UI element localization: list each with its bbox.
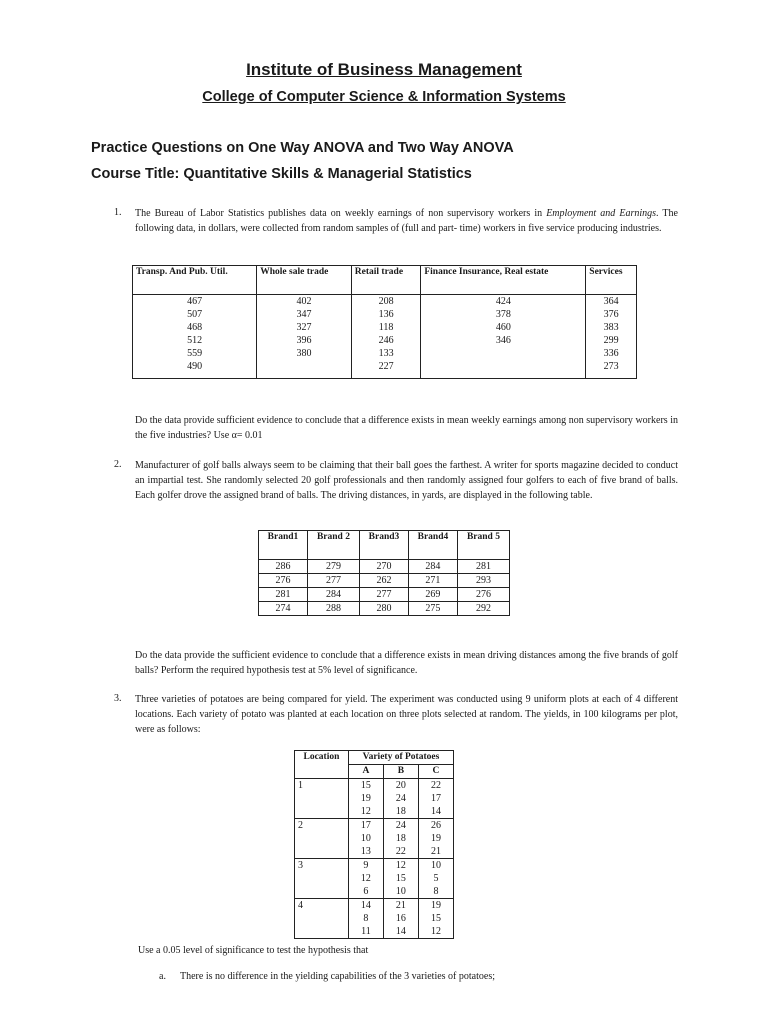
question-3-intro: Three varieties of potatoes are being compared for yield. The experiment was conducted using 9 uniform plots at each of 4 different locations. Each variety of potato was planted at each location on three plots selected at random. The yields, in 100 kilograms per plot, were as follows: xyxy=(135,694,678,735)
table-cell: 559 xyxy=(133,347,257,360)
location-cell: 3 xyxy=(295,859,349,899)
table-cell: 279 xyxy=(307,560,359,574)
table-row xyxy=(259,560,510,574)
golf-distance-table xyxy=(258,530,510,616)
earnings-col-header: Retail trade xyxy=(351,266,421,295)
table-cell: 12 xyxy=(348,872,383,885)
table-cell: 292 xyxy=(457,602,509,616)
table-cell: 6 xyxy=(348,885,383,899)
table-cell: 378 xyxy=(421,308,586,321)
table-row xyxy=(295,819,454,833)
table-cell: 246 xyxy=(351,334,421,347)
table-cell: 380 xyxy=(257,347,352,360)
question-2-text: Do the data provide the sufficient evidence to conclude that a difference exists in mean driving distances among the five brands of golf balls? Perform the required hypothesis test at 5% level of significance. xyxy=(135,650,678,676)
table-cell: 276 xyxy=(259,574,308,588)
table-row xyxy=(295,859,454,873)
variety-col-header: A xyxy=(348,765,383,779)
table-cell: 346 xyxy=(421,334,586,347)
table-cell: 280 xyxy=(360,602,409,616)
table-cell: 13 xyxy=(348,845,383,859)
table-row xyxy=(133,347,637,360)
table-row xyxy=(133,295,637,309)
table-cell: 18 xyxy=(383,805,418,819)
question-1-text: Do the data provide sufficient evidence to conclude that a difference exists in mean weekly earnings among non supervisory workers in the five industries? Use α= 0.01 xyxy=(135,415,678,441)
table-cell: 10 xyxy=(383,885,418,899)
golf-col-header: Brand1 xyxy=(259,531,308,560)
table-cell: 24 xyxy=(383,819,418,833)
earnings-col-header: Whole sale trade xyxy=(257,266,352,295)
table-cell: 396 xyxy=(257,334,352,347)
table-row xyxy=(259,588,510,602)
table-cell: 18 xyxy=(383,832,418,845)
table-cell: 347 xyxy=(257,308,352,321)
table-cell: 299 xyxy=(586,334,637,347)
earnings-col-header: Finance Insurance, Real estate xyxy=(421,266,586,295)
table-cell: 383 xyxy=(586,321,637,334)
table-cell: 21 xyxy=(383,899,418,913)
table-cell: 284 xyxy=(307,588,359,602)
institute-title: Institute of Business Management xyxy=(246,60,522,79)
question-2-number: 2. xyxy=(114,459,122,470)
table-row xyxy=(133,308,637,321)
table-cell: 274 xyxy=(259,602,308,616)
table-cell: 19 xyxy=(348,792,383,805)
table-cell: 21 xyxy=(418,845,453,859)
table-cell: 136 xyxy=(351,308,421,321)
table-cell: 12 xyxy=(383,859,418,873)
table-cell: 20 xyxy=(383,779,418,793)
table-row xyxy=(133,321,637,334)
table-cell: 276 xyxy=(457,588,509,602)
sub-question-a-label: a. xyxy=(159,971,166,982)
table-cell: 364 xyxy=(586,295,637,309)
question-1-intro-after: . The following data, in dollars, were collected from random samples of (full and part- time) workers in five service producing industries. xyxy=(135,208,678,234)
table-cell: 8 xyxy=(348,912,383,925)
table-cell: 15 xyxy=(348,779,383,793)
golf-table-body xyxy=(259,560,510,616)
earnings-table-body xyxy=(133,295,637,379)
table-cell: 10 xyxy=(348,832,383,845)
table-cell: 269 xyxy=(408,588,457,602)
table-cell: 271 xyxy=(408,574,457,588)
table-cell: 468 xyxy=(133,321,257,334)
question-1-intro xyxy=(135,206,678,236)
earnings-table xyxy=(132,265,637,379)
earnings-col-header: Services xyxy=(586,266,637,295)
table-row xyxy=(133,360,637,379)
golf-col-header: Brand4 xyxy=(408,531,457,560)
table-cell: 460 xyxy=(421,321,586,334)
potato-table-header-row-1 xyxy=(295,751,454,765)
table-cell: 512 xyxy=(133,334,257,347)
location-cell: 1 xyxy=(295,779,349,819)
question-1-number: 1. xyxy=(114,207,122,218)
variety-header: Variety of Potatoes xyxy=(348,751,453,765)
college-title: College of Computer Science & Information Systems xyxy=(202,89,566,105)
golf-col-header: Brand 2 xyxy=(307,531,359,560)
table-row xyxy=(259,602,510,616)
golf-col-header: Brand3 xyxy=(360,531,409,560)
question-3-number: 3. xyxy=(114,693,122,704)
question-1-intro-before: The Bureau of Labor Statistics publishes data on weekly earnings of non supervisory workers in xyxy=(135,208,547,219)
table-cell: 24 xyxy=(383,792,418,805)
table-cell: 15 xyxy=(418,912,453,925)
earnings-col-header: Transp. And Pub. Util. xyxy=(133,266,257,295)
potato-yield-table xyxy=(294,750,454,939)
table-cell: 262 xyxy=(360,574,409,588)
table-cell: 22 xyxy=(383,845,418,859)
sub-question-a-text: There is no difference in the yielding capabilities of the 3 varieties of potatoes; xyxy=(180,971,495,982)
table-cell: 208 xyxy=(351,295,421,309)
table-row xyxy=(295,779,454,793)
table-row xyxy=(133,334,637,347)
location-header: Location xyxy=(295,751,349,779)
table-cell: 273 xyxy=(586,360,637,379)
table-cell: 10 xyxy=(418,859,453,873)
table-cell: 14 xyxy=(418,805,453,819)
table-cell: 293 xyxy=(457,574,509,588)
table-cell: 12 xyxy=(348,805,383,819)
earnings-table-header xyxy=(133,266,637,295)
table-cell: 16 xyxy=(383,912,418,925)
table-row xyxy=(295,899,454,913)
table-cell: 284 xyxy=(408,560,457,574)
table-cell: 376 xyxy=(586,308,637,321)
table-cell xyxy=(257,360,352,379)
table-cell: 227 xyxy=(351,360,421,379)
golf-col-header: Brand 5 xyxy=(457,531,509,560)
table-cell: 507 xyxy=(133,308,257,321)
table-cell: 15 xyxy=(383,872,418,885)
location-cell: 2 xyxy=(295,819,349,859)
question-3-instruction: Use a 0.05 level of significance to test the hypothesis that xyxy=(138,945,369,956)
table-cell: 336 xyxy=(586,347,637,360)
question-2-intro: Manufacturer of golf balls always seem to be claiming that their ball goes the farthest. A writer for sports magazine decided to conduct an impartial test. She randomly selected 20 golf professionals and then randomly assigned four golfers to each of five brand of balls. Each golfer drove the assigned brand of balls. The driving distances, in yards, are displayed in the following table. xyxy=(135,460,678,501)
potato-table-body xyxy=(295,779,454,939)
table-cell xyxy=(421,360,586,379)
table-cell: 277 xyxy=(360,588,409,602)
table-cell: 22 xyxy=(418,779,453,793)
table-cell: 281 xyxy=(259,588,308,602)
table-cell: 286 xyxy=(259,560,308,574)
table-cell: 17 xyxy=(418,792,453,805)
location-cell: 4 xyxy=(295,899,349,939)
table-cell: 277 xyxy=(307,574,359,588)
question-1-intro-italic: Employment and Earnings xyxy=(546,208,657,219)
variety-col-header: C xyxy=(418,765,453,779)
table-cell: 118 xyxy=(351,321,421,334)
table-row xyxy=(259,574,510,588)
table-cell: 133 xyxy=(351,347,421,360)
table-cell: 424 xyxy=(421,295,586,309)
golf-table-header xyxy=(259,531,510,560)
table-cell: 19 xyxy=(418,899,453,913)
practice-title: Practice Questions on One Way ANOVA and Two Way ANOVA xyxy=(91,140,514,156)
table-cell: 467 xyxy=(133,295,257,309)
table-cell: 270 xyxy=(360,560,409,574)
table-cell: 19 xyxy=(418,832,453,845)
table-cell: 8 xyxy=(418,885,453,899)
table-cell: 14 xyxy=(348,899,383,913)
table-cell xyxy=(421,347,586,360)
table-cell: 11 xyxy=(348,925,383,939)
table-cell: 327 xyxy=(257,321,352,334)
table-cell: 26 xyxy=(418,819,453,833)
table-cell: 275 xyxy=(408,602,457,616)
table-cell: 14 xyxy=(383,925,418,939)
table-cell: 9 xyxy=(348,859,383,873)
course-title: Course Title: Quantitative Skills & Managerial Statistics xyxy=(91,166,472,182)
table-cell: 12 xyxy=(418,925,453,939)
table-cell: 402 xyxy=(257,295,352,309)
table-cell: 17 xyxy=(348,819,383,833)
variety-col-header: B xyxy=(383,765,418,779)
table-cell: 288 xyxy=(307,602,359,616)
table-cell: 5 xyxy=(418,872,453,885)
table-cell: 490 xyxy=(133,360,257,379)
table-cell: 281 xyxy=(457,560,509,574)
